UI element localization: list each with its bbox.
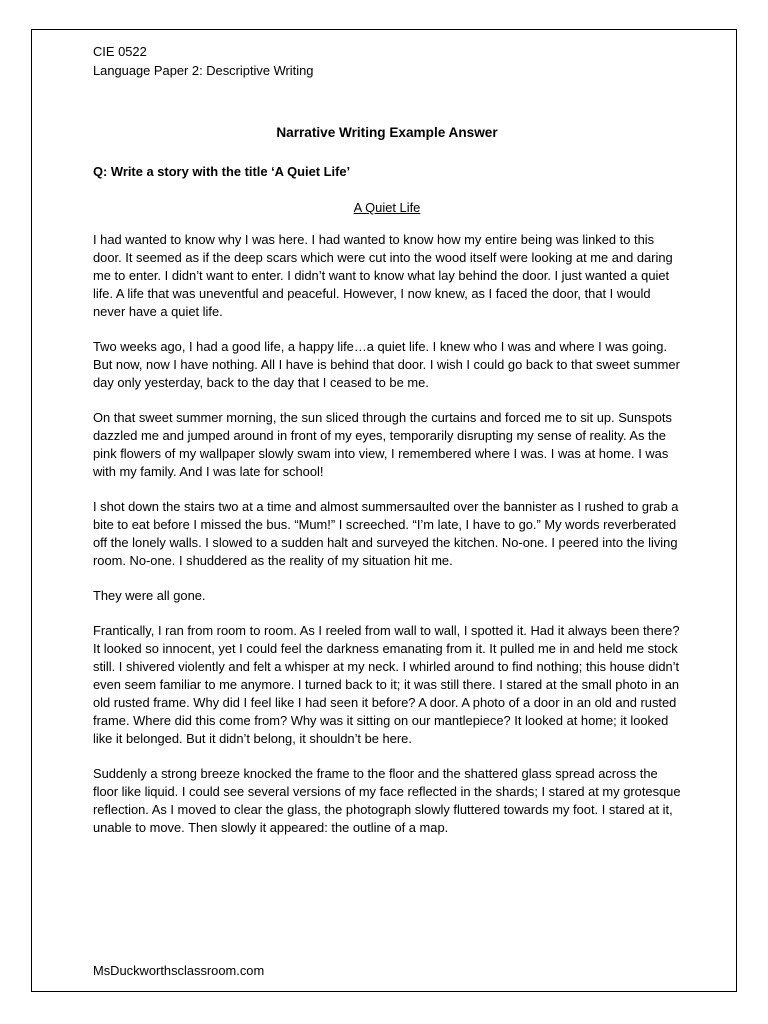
story-paragraph: I shot down the stairs two at a time and almost summersaulted over the bannister as I rushed to grab a bite to eat before I missed the bus. “Mum!” I screeched. “I’m late, I have to go.” My words reverberated off the lonely walls. I slowed to a sudden halt and surveyed the kitchen. No-one. I peered into the living room. No-one. I shuddered as the reality of my situation hit me. [93,499,679,568]
document-body [93,42,681,854]
story-text [93,231,681,837]
story-paragraph: Frantically, I ran from room to room. As I reeled from wall to wall, I spotted it. Had it always been there? It looked so innocent, yet I could feel the darkness emanating from it. It pulled me in and held me stock still. I shivered violently and felt a whisper at my neck. I whirled around to find nothing; this house didn’t even seem familiar to me anymore. I turned back to it; it was still there. I stared at the small photo in an old rusted frame. Why did I feel like I had seen it before? A door. A photo of a door in an old and rusted frame. Where did this come from? Why was it sitting on our mantlepiece? It looked at home; it looked like it belonged. But it didn’t belong, it shouldn’t be here. [93,623,680,746]
story-paragraph: They were all gone. [93,588,206,603]
story-title: A Quiet Life [353,200,421,215]
document-title: Narrative Writing Example Answer [276,125,498,140]
story-paragraph: Two weeks ago, I had a good life, a happy life…a quiet life. I knew who I was and where I was going. But now, now I have nothing. All I have is behind that door. I wish I could go back to that sweet summer day only yesterday, back to the day that I ceased to be me. [93,339,680,390]
story-paragraph: I had wanted to know why I was here. I had wanted to know how my entire being was linked to this door. It seemed as if the deep scars which were cut into the wood itself were looking at me and daring me to enter. I didn’t want to enter. I didn’t want to know what lay behind the door. I just wanted a quiet life. A life that was uneventful and peaceful. However, I now knew, as I faced the door, that I would never have a quiet life. [93,232,673,319]
paper-title: Language Paper 2: Descriptive Writing [93,63,314,78]
course-code: CIE 0522 [93,44,147,59]
story-paragraph: Suddenly a strong breeze knocked the frame to the floor and the shattered glass spread across the floor like liquid. I could see several versions of my face reflected in the shards; I stared at my grotesque reflection. As I moved to clear the glass, the photograph slowly fluttered towards my foot. I stared at it, unable to move. Then slowly it appeared: the outline of a map. [93,766,681,835]
question-prompt: Q: Write a story with the title ‘A Quiet Life’ [93,164,351,179]
story-paragraph: On that sweet summer morning, the sun sliced through the curtains and forced me to sit up. Sunspots dazzled me and jumped around in front of my eyes, temporarily disrupting my sense of reality. As the pink flowers of my wallpaper slowly swam into view, I remembered where I was. I was at home. I was with my family. And I was late for school! [93,410,672,479]
footer-website: MsDuckworthsclassroom.com [93,963,265,978]
